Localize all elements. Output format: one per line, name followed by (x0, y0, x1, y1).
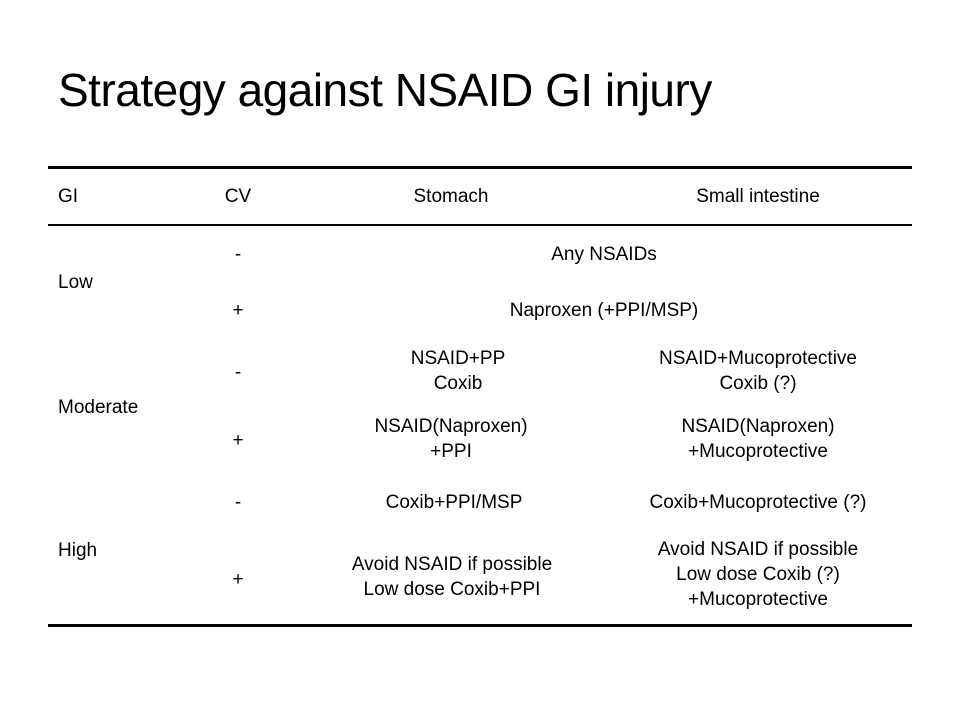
high-plus-small-intestine (658, 537, 858, 612)
moderate-minus-stomach (411, 346, 506, 396)
high-minus-stomach: Coxib+PPI/MSP (385, 492, 523, 513)
gi-high: High (58, 540, 98, 561)
moderate-plus-si-line-1: NSAID(Naproxen) (681, 416, 835, 437)
moderate-minus-stomach-line-2: Coxib (433, 373, 483, 394)
gi-low: Low (58, 272, 93, 293)
moderate-plus-stomach-line-1: NSAID(Naproxen) (374, 416, 528, 437)
moderate-plus-stomach-line-2: +PPI (430, 441, 472, 462)
header-gi: GI (58, 186, 79, 207)
moderate-minus-small-intestine (659, 346, 857, 396)
table-top-rule (48, 166, 912, 169)
moderate-minus-stomach-line-1: NSAID+PP (410, 348, 506, 369)
header-cv: CV (224, 186, 252, 207)
high-plus-si-line-2: Low dose Coxib (?) (676, 564, 840, 585)
table-bottom-rule (48, 624, 912, 627)
high-minus-small-intestine: Coxib+Mucoprotective (?) (649, 492, 867, 513)
high-plus-stomach (352, 552, 552, 602)
moderate-minus-si-line-1: NSAID+Mucoprotective (659, 348, 857, 369)
cv-low-plus: + (232, 300, 244, 321)
header-stomach: Stomach (413, 186, 489, 207)
moderate-plus-small-intestine (681, 414, 834, 464)
header-small-intestine: Small intestine (696, 186, 820, 207)
table-header-rule (48, 224, 912, 226)
cv-high-minus: - (234, 492, 242, 513)
cv-high-plus: + (232, 569, 244, 590)
moderate-minus-si-line-2: Coxib (?) (719, 373, 797, 394)
high-plus-si-line-1: Avoid NSAID if possible (657, 539, 859, 560)
moderate-plus-stomach (374, 414, 527, 464)
high-plus-stomach-line-2: Low dose Coxib+PPI (363, 579, 541, 600)
low-minus-recommendation: Any NSAIDs (551, 244, 657, 265)
moderate-plus-si-line-2: +Mucoprotective (688, 441, 828, 462)
slide-title: Strategy against NSAID GI injury (58, 64, 712, 116)
high-plus-stomach-line-1: Avoid NSAID if possible (351, 554, 553, 575)
cv-moderate-minus: - (234, 362, 242, 383)
low-plus-recommendation: Naproxen (+PPI/MSP) (509, 300, 699, 321)
cv-moderate-plus: + (232, 430, 244, 451)
cv-low-minus: - (234, 244, 242, 265)
high-plus-si-line-3: +Mucoprotective (688, 589, 828, 610)
gi-moderate: Moderate (58, 397, 139, 418)
